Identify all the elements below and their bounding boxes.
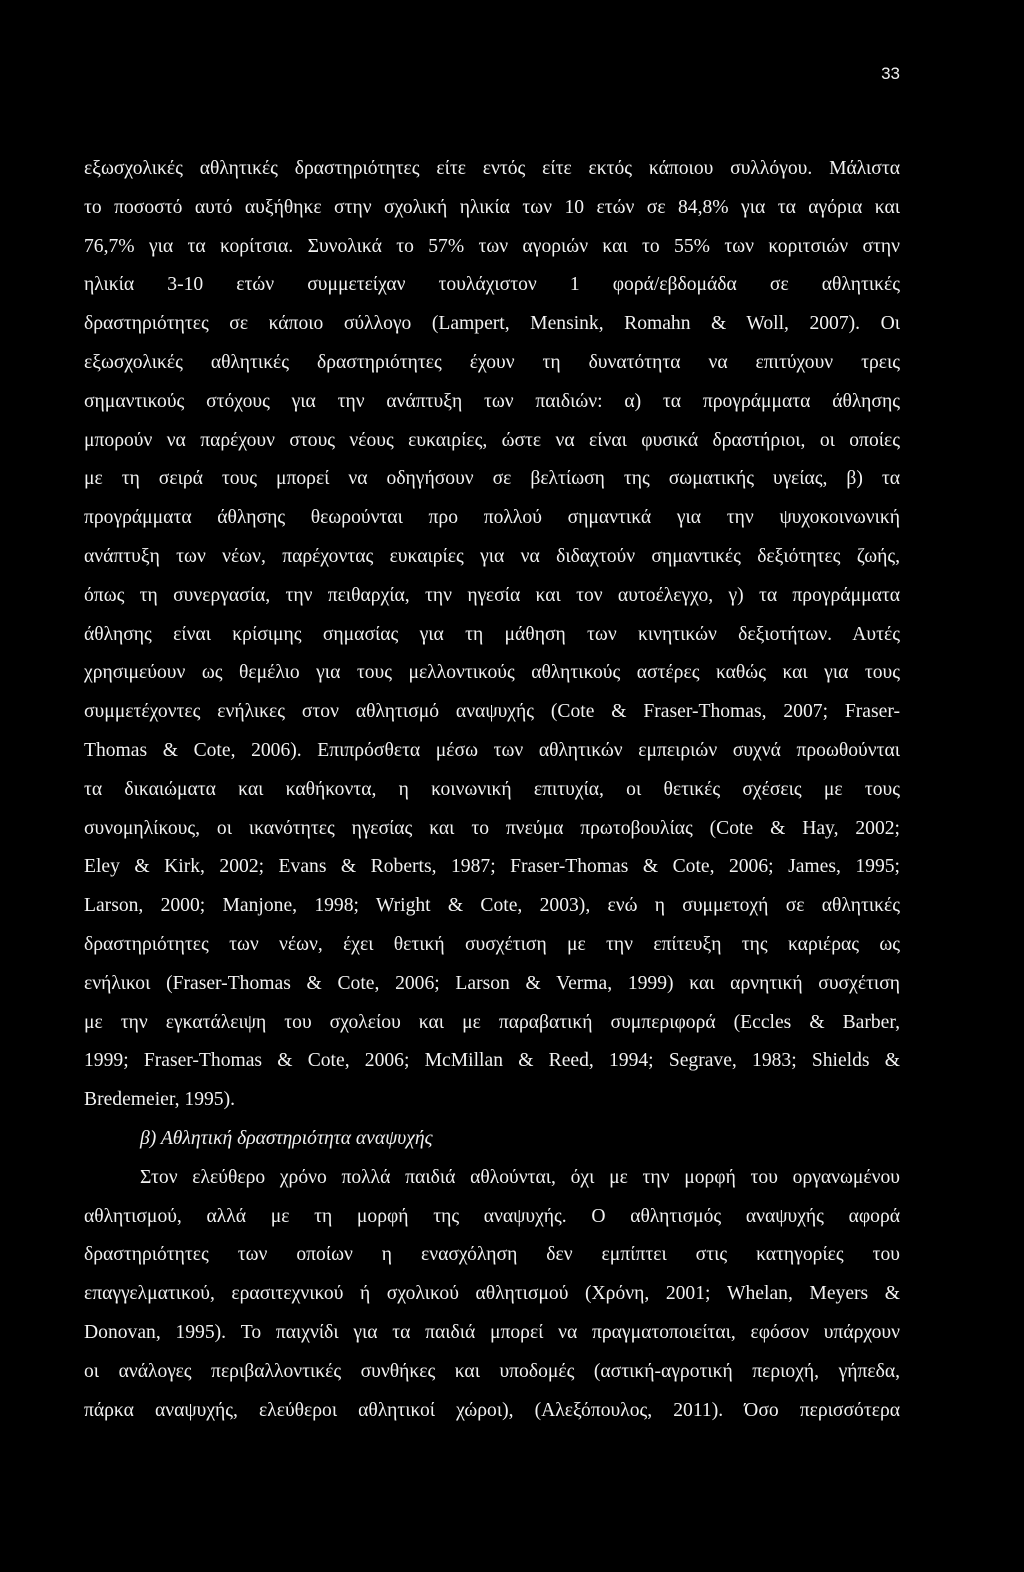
text-line: εξωσχολικές αθλητικές δραστηριότητες είτε εντός είτε εκτός κάποιου συλλόγου. Μάλιστα [84,158,900,179]
text-line: αθλητισμού, αλλά με τη μορφή της αναψυχής. Ο αθλητισμός αναψυχής αφορά [84,1205,900,1227]
text-line: Eley & Kirk, 2002; Evans & Roberts, 1987; Fraser-Thomas & Cote, 2006; James, 1995; [84,856,900,878]
text-line: με τη σειρά τους μπορεί να οδηγήσουν σε βελτίωση της σωματικής υγείας, β) τα [84,468,900,490]
text-line: Donovan, 1995). Το παιχνίδι για τα παιδιά μπορεί να πραγματοποιείται, εφόσον υπάρχουν [84,1321,900,1343]
text-line: χρησιμεύουν ως θεμέλιο για τους μελλοντικούς αθλητικούς αστέρες καθώς και για τους [84,662,900,684]
text-line: τα δικαιώματα και καθήκοντα, η κοινωνική επιτυχία, οι θετικές σχέσεις με τους [84,778,900,800]
text-line: ηλικία 3-10 ετών συμμετείχαν τουλάχιστον 1 φορά/εβδομάδα σε αθλητικές [84,274,900,296]
text-line: 76,7% για τα κορίτσια. Συνολικά το 57% των αγοριών και το 55% των κοριτσιών στην [84,235,900,257]
text-line: σημαντικούς στόχους για την ανάπτυξη των παιδιών: α) τα προγράμματα άθλησης [84,390,900,412]
text-line: Στον ελεύθερο χρόνο πολλά παιδιά αθλούνται, όχι με την μορφή του οργανωμένου [140,1166,900,1188]
text-line: συμμετέχοντες ενήλικες στον αθλητισμό αναψυχής (Cote & Fraser-Thomas, 2007; Fraser- [84,701,900,723]
text-line: δραστηριότητες των νέων, έχει θετική συσχέτιση με την επίτευξη της καριέρας ως [84,933,900,955]
text-line: εξωσχολικές αθλητικές δραστηριότητες έχουν τη δυνατότητα να επιτύχουν τρεις [84,351,900,373]
text-line: Thomas & Cote, 2006). Επιπρόσθετα μέσω των αθλητικών εμπειριών συχνά προωθούνται [84,739,900,761]
text-line: Larson, 2000; Manjone, 1998; Wright & Cote, 2003), ενώ η συμμετοχή σε αθλητικές [84,895,900,917]
text-line: ενήλικοι (Fraser-Thomas & Cote, 2006; Larson & Verma, 1999) και αρνητική συσχέτιση [84,972,900,994]
text-line: δραστηριότητες των οποίων η ενασχόληση δεν εμπίπτει στις κατηγορίες του [84,1244,900,1266]
text-line: μπορούν να παρέχουν στους νέους ευκαιρίες, ώστε να είναι φυσικά δραστήριοι, οι οποίες [84,429,900,451]
page-number: 33 [881,64,900,83]
section-heading: β) Αθλητική δραστηριότητα αναψυχής [140,1127,433,1149]
text-line: ανάπτυξη των νέων, παρέχοντας ευκαιρίες για να διδαχτούν σημαντικές δεξιότητες ζωής, [84,545,900,567]
text-line: πάρκα αναψυχής, ελεύθεροι αθλητικοί χώροι), (Αλεξόπουλος, 2011). Όσο περισσότερα [84,1399,900,1421]
text-line: με την εγκατάλειψη του σχολείου και με παραβατική συμπεριφορά (Eccles & Barber, [84,1011,900,1033]
text-line: όπως τη συνεργασία, την πειθαρχία, την ηγεσία και τον αυτοέλεγχο, γ) τα προγράμματα [84,584,900,606]
text-line: συνομηλίκους, οι ικανότητες ηγεσίας και το πνεύμα πρωτοβουλίας (Cote & Hay, 2002; [84,817,900,839]
document-body [84,150,900,1430]
text-line: Bredemeier, 1995). [84,1089,236,1111]
text-line: προγράμματα άθλησης θεωρούνται προ πολλού σημαντικά για την ψυχοκοινωνική [84,507,900,529]
text-line: επαγγελματικού, ερασιτεχνικού ή σχολικού αθλητισμού (Χρόνη, 2001; Whelan, Meyers & [84,1283,900,1305]
text-line: το ποσοστό αυτό αυξήθηκε στην σχολική ηλικία των 10 ετών σε 84,8% για τα αγόρια και [84,196,900,218]
text-line: 1999; Fraser-Thomas & Cote, 2006; McMillan & Reed, 1994; Segrave, 1983; Shields & [84,1050,900,1072]
text-line: δραστηριότητες σε κάποιο σύλλογο (Lampert, Mensink, Romahn & Woll, 2007). Οι [84,313,900,335]
text-line: οι ανάλογες περιβαλλοντικές συνθήκες και υποδομές (αστική-αγροτική περιοχή, γήπεδα, [84,1360,900,1382]
text-line: άθλησης είναι κρίσιμης σημασίας για τη μάθηση των κινητικών δεξιοτήτων. Αυτές [84,623,900,645]
